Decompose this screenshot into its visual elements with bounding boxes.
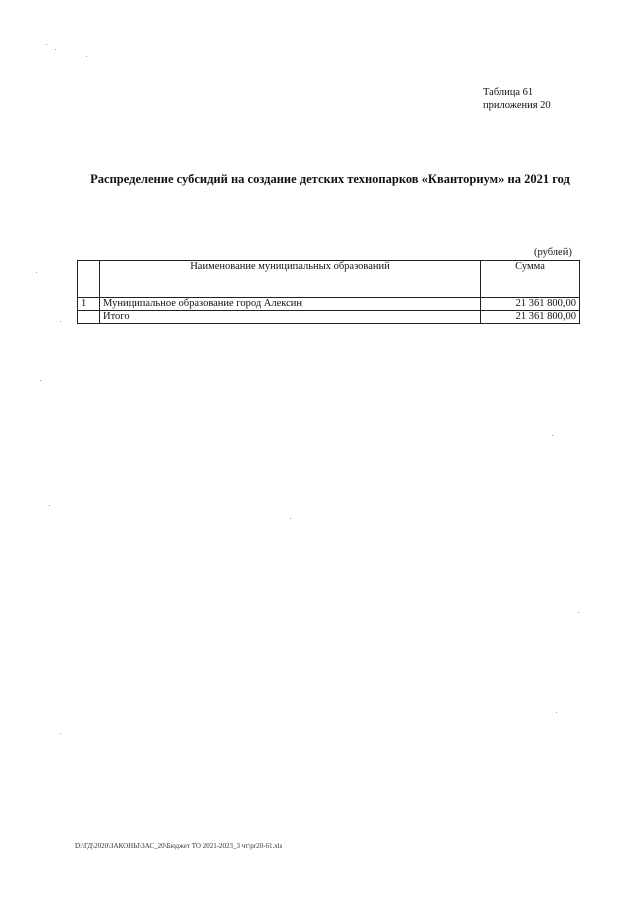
scan-speck	[40, 380, 41, 381]
scan-speck	[290, 518, 291, 519]
scan-speck	[55, 49, 56, 50]
amount-cell: 21 361 800,00	[481, 298, 580, 311]
header-number-cell	[78, 261, 100, 298]
appendix-label: приложения 20	[483, 100, 551, 111]
subsidy-table	[77, 260, 580, 324]
scan-speck	[578, 612, 579, 613]
scan-speck	[46, 44, 47, 45]
scan-speck	[556, 712, 557, 713]
total-amount-cell: 21 361 800,00	[481, 311, 580, 324]
header-amount-cell: Сумма	[481, 261, 580, 298]
municipality-name-cell: Муниципальное образование город Алексин	[100, 298, 481, 311]
row-number-cell: 1	[78, 298, 100, 311]
scan-speck	[49, 505, 50, 506]
total-number-cell	[78, 311, 100, 324]
file-path-footer: D:\ГД\2020\ЗАКОНЫ\ЗАС_20\Бюджет ТО 2021-2023_3 чт\pr20-61.xls	[75, 842, 283, 850]
scan-speck	[36, 272, 37, 273]
scan-speck	[60, 733, 61, 734]
scan-speck	[552, 435, 553, 436]
table-number-label: Таблица 61	[483, 87, 534, 98]
total-label-cell: Итого	[100, 311, 481, 324]
scan-speck	[86, 56, 87, 57]
units-label: (рублей)	[534, 247, 572, 258]
table-reference	[483, 86, 551, 112]
table-row	[78, 298, 580, 311]
scan-speck	[60, 321, 61, 322]
document-title: Распределение субсидий на создание детских технопарков «Кванториум» на 2021 год	[90, 172, 570, 186]
table-header-row	[78, 261, 580, 298]
total-row	[78, 311, 580, 324]
header-municipality-cell: Наименование муниципальных образований	[100, 261, 481, 298]
